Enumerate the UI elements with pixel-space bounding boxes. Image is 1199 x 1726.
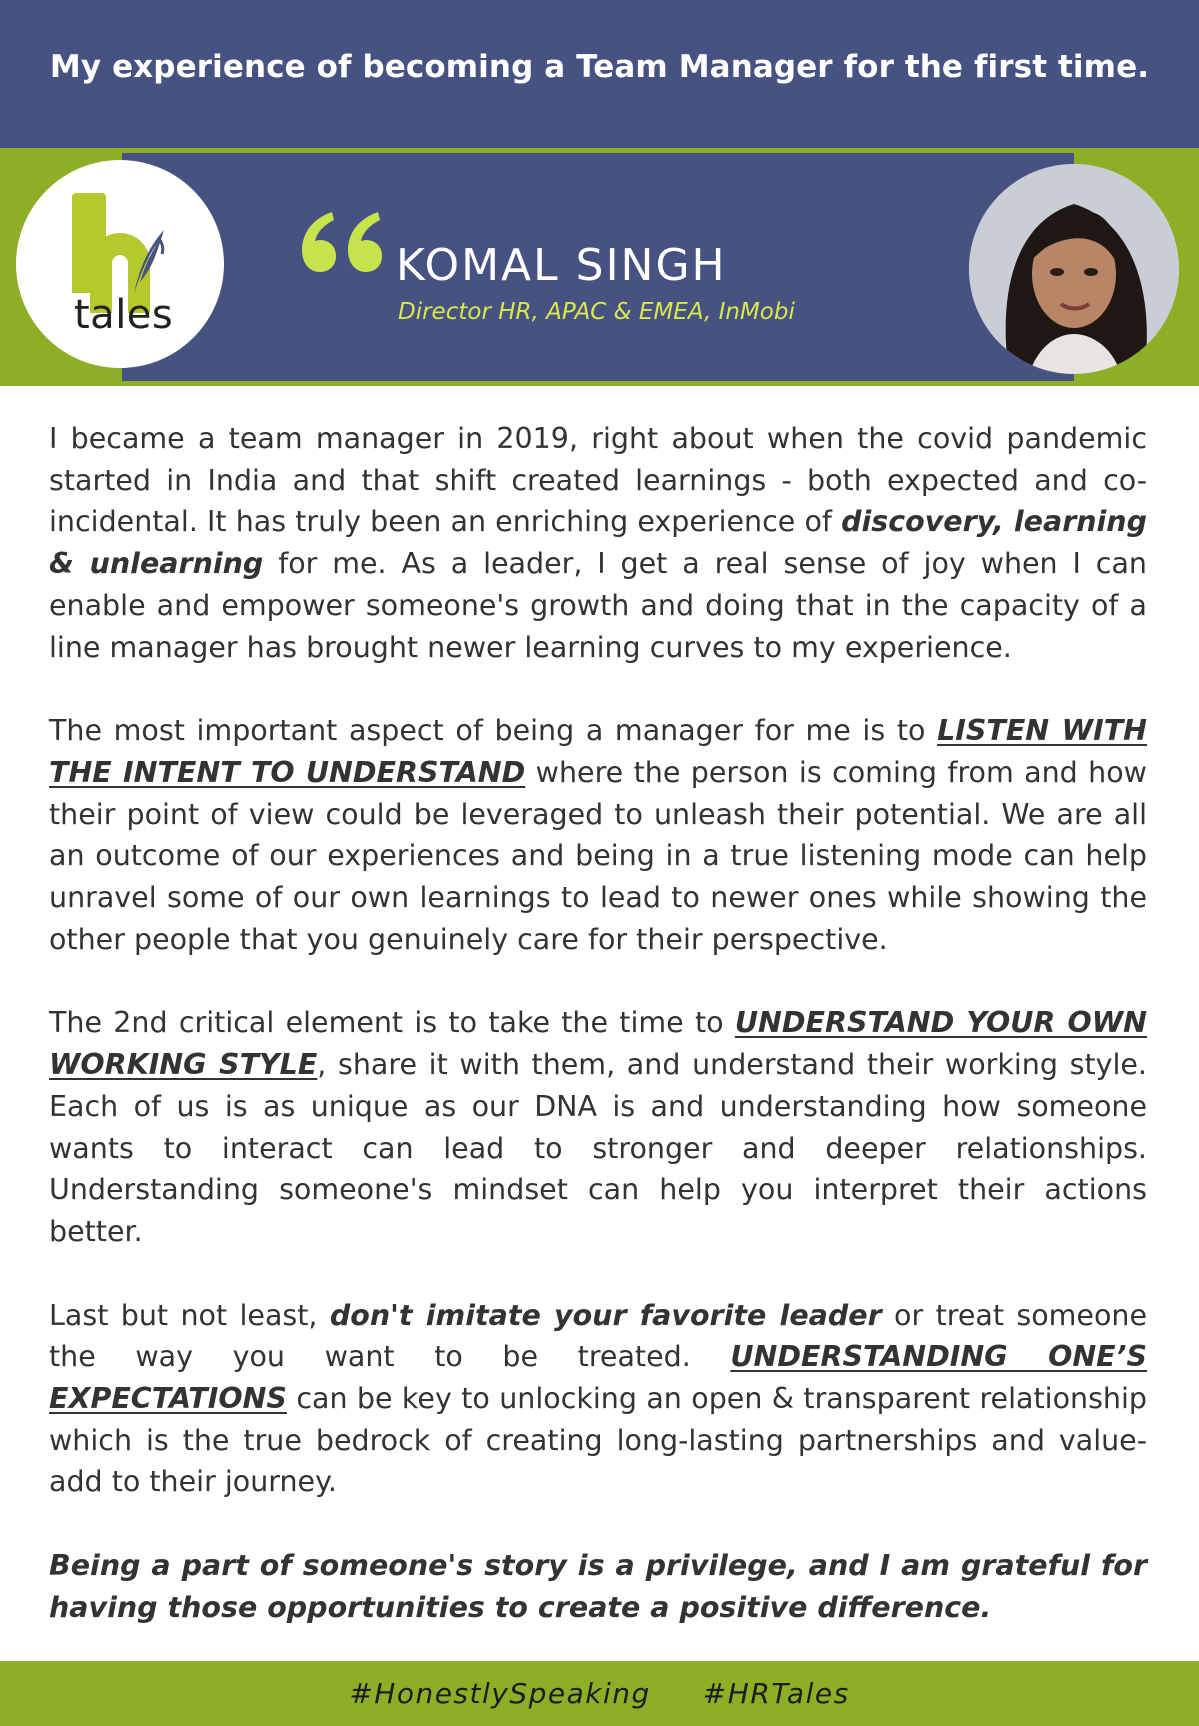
- emphasis-discovery: discovery, learning & unlearning: [49, 505, 1147, 581]
- closing-statement: Being a part of someone's story is a privilege, and I am grateful for having those opportunities to create a positive difference.: [49, 1549, 1147, 1624]
- paragraph-expectations: Last but not least, don't imitate your favorite leader or treat someone the way you want to be treated. UNDERSTANDING ONE’S EXPECTATIONS can be key to unlocking an open & transparent relationship which is the true bedrock of creating long-lasting partnerships and value-add to their journey.: [49, 1298, 1148, 1499]
- person-photo-icon: [969, 164, 1179, 374]
- emphasis-imitate: don't imitate your favorite leader: [329, 1298, 882, 1332]
- portrait-illustration: [969, 164, 1179, 374]
- logo-text: tales: [74, 292, 174, 338]
- paragraph-listen: The most important aspect of being a manager for me is to LISTEN WITH THE INTENT TO UNDERSTAND where the person is coming from and how their point of view could be leveraged to unleash their potential. We are all an outcome of our experiences and being in a true listening mode can help unravel some of our own learnings to lead to newer ones while showing the other people that you genuinely care for their perspective.: [49, 714, 1147, 956]
- person-name: KOMAL SINGH: [396, 240, 727, 291]
- person-role: Director HR, APAC & EMEA, InMobi: [398, 299, 795, 325]
- footer-band: [0, 1661, 1199, 1726]
- header-band: [0, 0, 1199, 148]
- paragraph-working-style: The 2nd critical element is to take the time to UNDERSTAND YOUR OWN WORKING STYLE, share it with them, and understand their working style. Each of us is as unique as our DNA is and understanding how someone wants to interact can lead to stronger and deeper relationships. Understanding someone's mindset can help you interpret their actions better.: [49, 1006, 1147, 1248]
- quill-icon: [128, 226, 168, 296]
- emphasis-listen: LISTEN WITH THE INTENT TO UNDERSTAND: [49, 714, 1147, 789]
- hashtag-honestly-speaking: #HonestlySpeaking: [349, 1677, 651, 1710]
- paragraph-intro: I became a team manager in 2019, right about when the covid pandemic started in India and that shift created learnings - both expected and co-incidental. It has truly been an enriching experience of discovery, learning & unlearning for me. As a leader, I get a real sense of joy when I can enable and empower someone's growth and doing that in the capacity of a line manager has brought newer learning curves to my experience.: [49, 422, 1147, 664]
- hashtag-hrtales: #HRTales: [702, 1677, 850, 1710]
- page-title: My experience of becoming a Team Manager for the first time.: [49, 49, 1150, 85]
- emphasis-working-style: UNDERSTAND YOUR OWN WORKING STYLE: [49, 1006, 1147, 1082]
- article-body: [49, 418, 1147, 1671]
- emphasis-expectations: UNDERSTANDING ONE’S EXPECTATIONS: [49, 1340, 1147, 1416]
- quote-icon: [298, 208, 382, 274]
